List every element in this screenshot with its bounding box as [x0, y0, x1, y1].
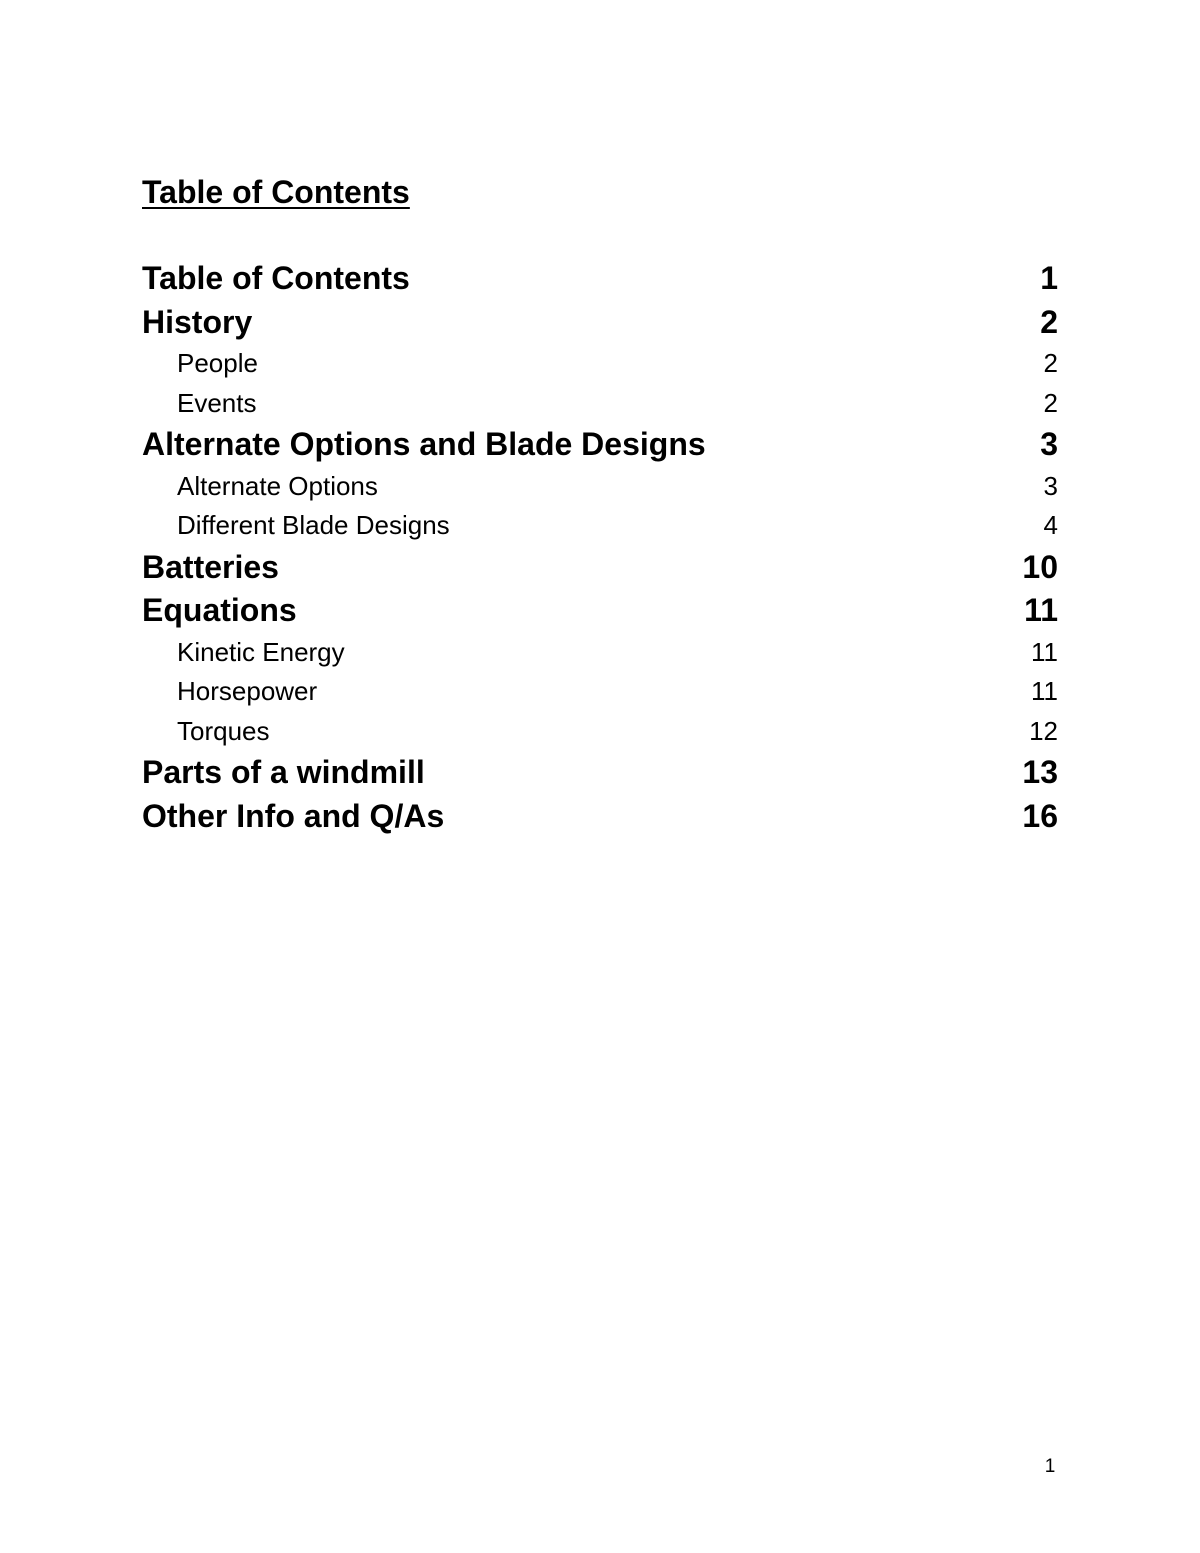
- toc-entry-page: 2: [1043, 348, 1058, 378]
- toc-entry-batteries[interactable]: [142, 546, 1058, 590]
- toc-entry-page: 11: [1031, 636, 1058, 667]
- toc-entry-label: Kinetic Energy: [177, 636, 345, 667]
- toc-entry-different-blade-designs[interactable]: [142, 506, 1058, 546]
- toc-entry-label: Alternate Options and Blade Designs: [142, 426, 706, 462]
- toc-entry-page: 4: [1043, 510, 1058, 540]
- toc-entry-page: 16: [1022, 797, 1058, 834]
- toc-entry-alternate-options[interactable]: [142, 467, 1058, 507]
- toc-entry-events[interactable]: [142, 384, 1058, 424]
- toc-entry-kinetic-energy[interactable]: [142, 633, 1058, 673]
- toc-entry-page: 13: [1022, 754, 1058, 790]
- toc-entry-table-of-contents[interactable]: [142, 257, 1058, 301]
- toc-entry-label: Equations: [142, 592, 297, 628]
- toc-entry-page: 12: [1029, 715, 1058, 746]
- toc-entry-label: Events: [177, 387, 257, 418]
- toc-entry-label: Other Info and Q/As: [142, 797, 445, 834]
- toc-entry-label: Alternate Options: [177, 470, 378, 501]
- toc-entry-label: Batteries: [142, 548, 279, 585]
- toc-entry-alternate-options-and-blade-designs[interactable]: [142, 423, 1058, 467]
- toc-entry-equations[interactable]: [142, 589, 1058, 633]
- toc-entry-label: History: [142, 303, 253, 340]
- toc-entry-parts-of-a-windmill[interactable]: [142, 751, 1058, 795]
- toc-entry-torques[interactable]: [142, 712, 1058, 752]
- toc-entry-history[interactable]: [142, 301, 1058, 345]
- page-title: Table of Contents: [142, 174, 410, 210]
- toc-entry-horsepower[interactable]: [142, 672, 1058, 712]
- toc-entry-label: Table of Contents: [142, 260, 410, 296]
- toc-entry-label: People: [177, 348, 258, 378]
- page-number: 1: [1044, 1456, 1056, 1477]
- toc-entry-page: 11: [1031, 676, 1058, 706]
- toc-entry-page: 3: [1043, 470, 1058, 501]
- toc-entry-page: 2: [1040, 303, 1058, 340]
- toc-entry-page: 11: [1024, 592, 1058, 628]
- toc-entry-label: Parts of a windmill: [142, 754, 425, 790]
- toc-entry-page: 10: [1022, 548, 1058, 585]
- toc-entry-page: 3: [1040, 426, 1058, 462]
- toc-entry-page: 2: [1043, 387, 1058, 418]
- toc-entry-label: Torques: [177, 715, 270, 746]
- toc-entry-label: Different Blade Designs: [177, 510, 450, 540]
- table-of-contents: [142, 257, 1058, 838]
- toc-entry-label: Horsepower: [177, 676, 318, 706]
- toc-entry-other-info-and-qas[interactable]: [142, 795, 1058, 839]
- toc-entry-page: 1: [1040, 260, 1058, 296]
- toc-entry-people[interactable]: [142, 344, 1058, 384]
